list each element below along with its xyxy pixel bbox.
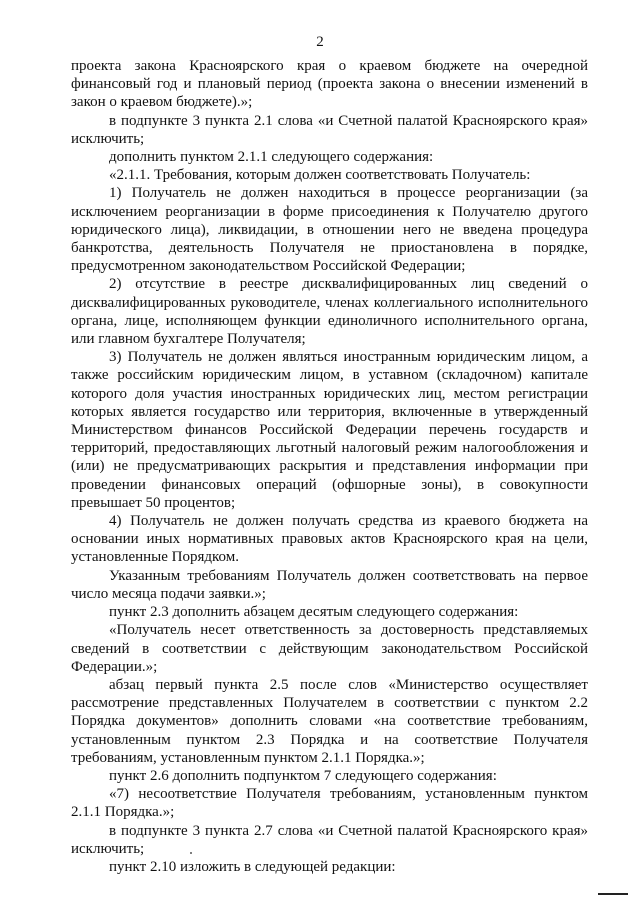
paragraph-requirements-date: Указанным требованиям Получатель должен соответствовать на первое число месяца подачи заявки.»;: [71, 567, 588, 602]
document-body: [71, 57, 588, 876]
paragraph-requirements-heading: «2.1.1. Требования, которым должен соответствовать Получатель:: [109, 167, 531, 184]
page-number: 2: [316, 34, 324, 50]
paragraph-continuation: проекта закона Красноярского края о краевом бюджете на очередной финансовый год и плановый период (проекта закона о внесении изменений в закон о краевом бюджете).»;: [71, 58, 588, 111]
paragraph-requirement-1: 1) Получатель не должен находиться в процессе реорганизации (за исключением реорганизации в форме присоединения к Получателю другого юридического лица), ликвидации, в отношении него не введена процедура банкротства, деятельность Получателя не приостановлена в порядке, предусмотренном законодательством Российской Федерации;: [71, 185, 588, 275]
paragraph-amend-2-3: пункт 2.3 дополнить абзацем десятым следующего содержания:: [109, 604, 519, 621]
paragraph-requirement-2: 2) отсутствие в реестре дисквалифицированных лиц сведений о дисквалифицированных руководителе, членах коллегиального исполнительного органа, лице, исполняющем функции единоличного исполнительного органа, или главном бухгалтере Получателя;: [71, 276, 588, 348]
paragraph-amend-2-7: в подпункте 3 пункта 2.7 слова «и Счетной палатой Красноярского края» исключить;: [71, 822, 588, 857]
paragraph-responsibility: «Получатель несет ответственность за достоверность представляемых сведений в соответствии с действующим законодательством Российской Федерации.»;: [71, 622, 588, 675]
corner-mark: [598, 893, 628, 895]
paragraph-amend-2-5: абзац первый пункта 2.5 после слов «Министерство осуществляет рассмотрение представленных Получателем в соответствии с пунктом 2.2 Порядка документов» дополнить словами «на соответствие требованиям, установленным пунктом 2.3 Порядка и на соответствие Получателя требованиям, установленным пунктом 2.1.1 Порядка.»;: [71, 676, 588, 766]
paragraph-amend-2-6: пункт 2.6 дополнить подпунктом 7 следующего содержания:: [109, 767, 497, 784]
paragraph-amend-2-10: пункт 2.10 изложить в следующей редакции:: [109, 858, 396, 875]
paragraph-add-2-1-1: дополнить пунктом 2.1.1 следующего содержания:: [109, 149, 434, 166]
paragraph-amend-2-1: в подпункте 3 пункта 2.1 слова «и Счетной палатой Красноярского края» исключить;: [71, 112, 588, 147]
paragraph-requirement-3: 3) Получатель не должен являться иностранным юридическим лицом, а также российским юридическим лицом, в уставном (складочном) капитале которого доля участия иностранных юридических лиц, местом регистрации которых является государство или территория, включенные в утвержденный Министерством финансов Российской Федерации перечень государств и территорий, предоставляющих льготный налоговый режим налогообложения и (или) не предусматривающих раскрытия и представления информации при проведении финансовых операций (офшорные зоны), в совокупности превышает 50 процентов;: [71, 349, 588, 511]
paragraph-subpoint-7: «7) несоответствие Получателя требованиям, установленным пунктом 2.1.1 Порядка.»;: [71, 786, 588, 821]
scan-speck: [190, 852, 192, 854]
paragraph-requirement-4: 4) Получатель не должен получать средства из краевого бюджета на основании иных нормативных правовых актов Красноярского края на цели, установленные Порядком.: [71, 513, 588, 566]
